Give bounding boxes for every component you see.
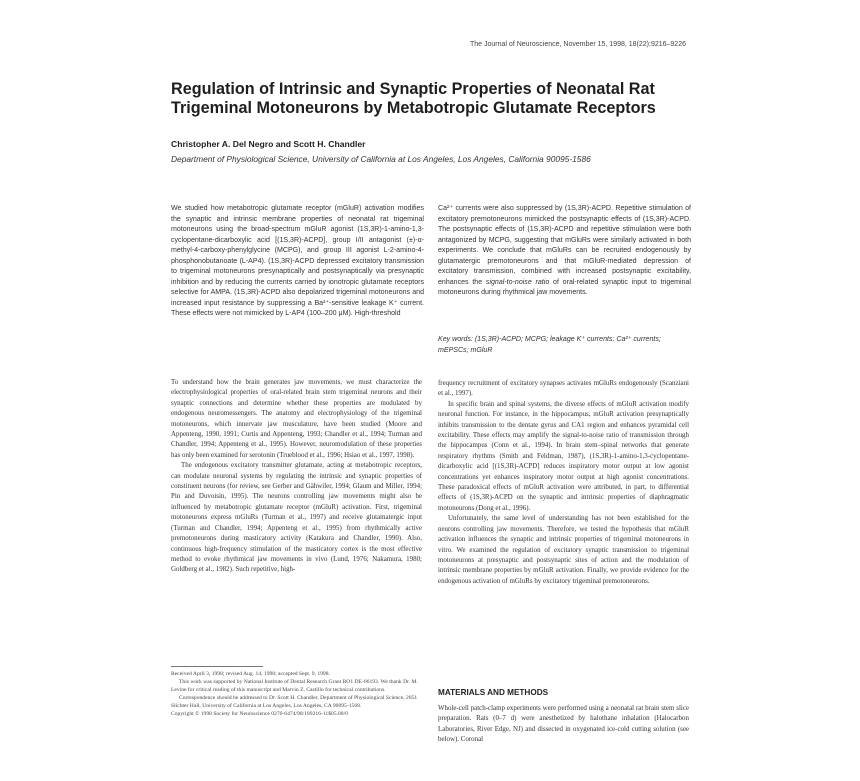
author-list: Christopher A. Del Negro and Scott H. Chandler bbox=[171, 139, 366, 149]
body-paragraph: The endogenous excitatory transmitter glutamate, acting at metabotropic receptors, can modulate neuronal systems by regulating the intrinsic and synaptic properties of constituent neurons (for review, see Gerber and Gähwiler, 1994; Glaum and Miller, 1994; Pin and Duvoisin, 1995). The neurons controlling jaw movements might also be influenced by metabotropic glutamate receptor (mGluR) activation. First, trigeminal motoneurons express mGluRs (Turman et al., 1997) and receive glutamatergic input (Turman and Chandler, 1994; Appenteng et al., 1995) from rhythmically active premotoneurons during masticatory activity (Katakura and Chandler, 1990). Also, continuous high-frequency stimulation of the masticatory cortex is the most effective method to evoke rhythmical jaw movements in vivo (Lund, 1976; Nakamura, 1980; Goldberg et al., 1982). Such repetitive, high- bbox=[171, 461, 422, 574]
section-heading-methods: MATERIALS AND METHODS bbox=[438, 688, 549, 697]
abstract-text: Ca²⁺ currents were also suppressed by (1S,3R)-ACPD. Repetitive stimulation of excitatory premotoneurons mimicked the postsynaptic effects of (1S,3R)-ACPD. The postsynaptic effects of (1S,3R)-ACPD and repetitive stimulation were both antagonized by MCPG, suggesting that mGluRs were similarly activated in both experiments. We conclude that mGluRs can be recruited endogenously by glutamatergic premotoneurons and that mGluR-mediated depression of excitatory transmission, combined with increased postsynaptic excitability, enhances the bbox=[438, 205, 691, 286]
methods-paragraph: Whole-cell patch-clamp experiments were performed using a neonatal rat brain stem slice preparation. Rats (0–7 d) were anesthetized by halothane inhalation (Halocarbon Laboratories, River Edge, NJ) and dissected in oxygenated ice-cold cutting solution (see below). Coronal bbox=[438, 704, 689, 744]
abstract-column-right bbox=[438, 204, 691, 299]
footnotes bbox=[171, 670, 424, 719]
body-column-left bbox=[171, 377, 422, 575]
running-head: The Journal of Neuroscience, November 15, 1998, 18(22):9216–9226 bbox=[470, 41, 686, 48]
title-line: Regulation of Intrinsic and Synaptic Properties of Neonatal Rat bbox=[171, 80, 655, 98]
footnote-copyright: Copyright © 1998 Society for Neuroscience 0270-6474/98/189216-11$05.00/0 bbox=[171, 711, 348, 718]
body-paragraph: To understand how the brain generates jaw movements, we must characterize the electrophysiological properties of oral-related brain stem trigeminal neurons and their synaptic connections and determine whether these properties are modulated by endogenous neuromessengers. The anatomy and electrophysiology of the trigeminal motoneurons, which innervate jaw musculature, have been studied (Moore and Appenteng, 1990, 1991; Curtis and Appenteng, 1993; Chandler et al., 1994; Turman and Chandler, 1994; Appenteng et al., 1995). However, neuromodulation of these properties has only been examined for serotonin (Trueblood et al., 1996; Hsiao et al., 1997, 1998). bbox=[171, 378, 422, 459]
abstract-emphasis: signal-to-noise ratio bbox=[485, 278, 550, 286]
footnote-funding: This work was supported by National Institute of Dental Research Grant RO1 DE-06193. We thank Dr. M. Levine for critical reading of this manuscript and Marvin Z. Castillo for technical contributions. bbox=[171, 679, 418, 694]
body-paragraph: In specific brain and spinal systems, the diverse effects of mGluR activation modify neuronal function. For instance, in the hippocampus, mGluR activation presynaptically inhibits transmission to the dentate gyrus and CA1 region and enhances pyramidal cell excitability. These effects may amplify the signal-to-noise ratio of transmission through the hippocampus (Conn et al., 1994). In brain stem–spinal networks that generate respiratory rhythms (Smith and Feldman, 1987), (1S,3R)-1-amino-1,3-cyclopentane-dicarboxylic acid [(1S,3R)-ACPD] reduces inspiratory motor output at low agonist concentrations yet enhances inspiratory motor output at high agonist concentrations. These paradoxical effects of mGluR activation were attributed, in part, to differential effects of (1S,3R)-ACPD on the synaptic and intrinsic properties of diaphragmatic motoneurons (Dong et al., 1996). bbox=[438, 399, 689, 512]
article-title bbox=[171, 80, 691, 118]
abstract-column-left: We studied how metabotropic glutamate receptor (mGluR) activation modifies the synaptic and intrinsic membrane properties of neonatal rat trigeminal motoneurons using the broad-spectrum mGluR agonist (1S,3R)-1-amino-1,3-cyclopentane-dicarboxylic acid [(1S,3R)-ACPD], group I/II antagonist (±)-α-methyl-4-carboxy-phenylglycine (MCPG), and group III agonist L-2-amino-4-phosphonobutanoate (L-AP4). (1S,3R)-ACPD depressed excitatory transmission to trigeminal motoneurons presynaptically and postsynaptically via presynaptic inhibition and by reducing the currents carried by ionotropic glutamate receptors selective for AMPA. (1S,3R)-ACPD also depolarized trigeminal motoneurons and increased input resistance by suppressing a Ba²⁺-sensitive leakage K⁺ current. These effects were not mimicked by L-AP4 (100–200 μM). High-threshold bbox=[171, 205, 424, 317]
body-paragraph: frequency recruitment of excitatory synapses activates mGluRs endogenously (Scanziani et al., 1997). bbox=[438, 379, 689, 398]
footnote-divider bbox=[171, 666, 263, 667]
body-column-right bbox=[438, 378, 689, 586]
keywords: Key words: (1S,3R)-ACPD; MCPG; leakage K⁺ currents; Ca²⁺ currents; mEPSCs; mGluR bbox=[438, 336, 661, 354]
affiliation: Department of Physiological Science, University of California at Los Angeles, Los Angeles, California 90095-1586 bbox=[171, 154, 591, 164]
body-paragraph: Unfortunately, the same level of understanding has not been established for the neurons controlling jaw movements. Therefore, we tested the hypothesis that mGluR activation influences the synaptic and intrinsic properties of trigeminal motoneurons in vitro. We examined the regulation of excitatory synaptic transmission to trigeminal motoneurons at presynaptic and postsynaptic sites of action and the modulation of intrinsic membrane properties by mGluR activation. Finally, we provide evidence for the endogenous activation of mGluRs by excitatory trigeminal premotoneurons. bbox=[438, 514, 689, 585]
abstract-text: of oral-related synaptic input to trigeminal motoneurons during rhythmical jaw movements. bbox=[438, 278, 692, 296]
title-line: Trigeminal Motoneurons by Metabotropic Glutamate Receptors bbox=[171, 99, 656, 117]
footnote-received: Received April 3, 1998; revised Aug. 14, 1998; accepted Sept. 9, 1998. bbox=[171, 671, 330, 677]
footnote-correspondence: Correspondence should be addressed to Dr. Scott H. Chandler, Department of Physiological Science, 2851 Slichter Hall, University of California at Los Angeles, Los Angeles, CA 90095-1568. bbox=[171, 695, 418, 710]
